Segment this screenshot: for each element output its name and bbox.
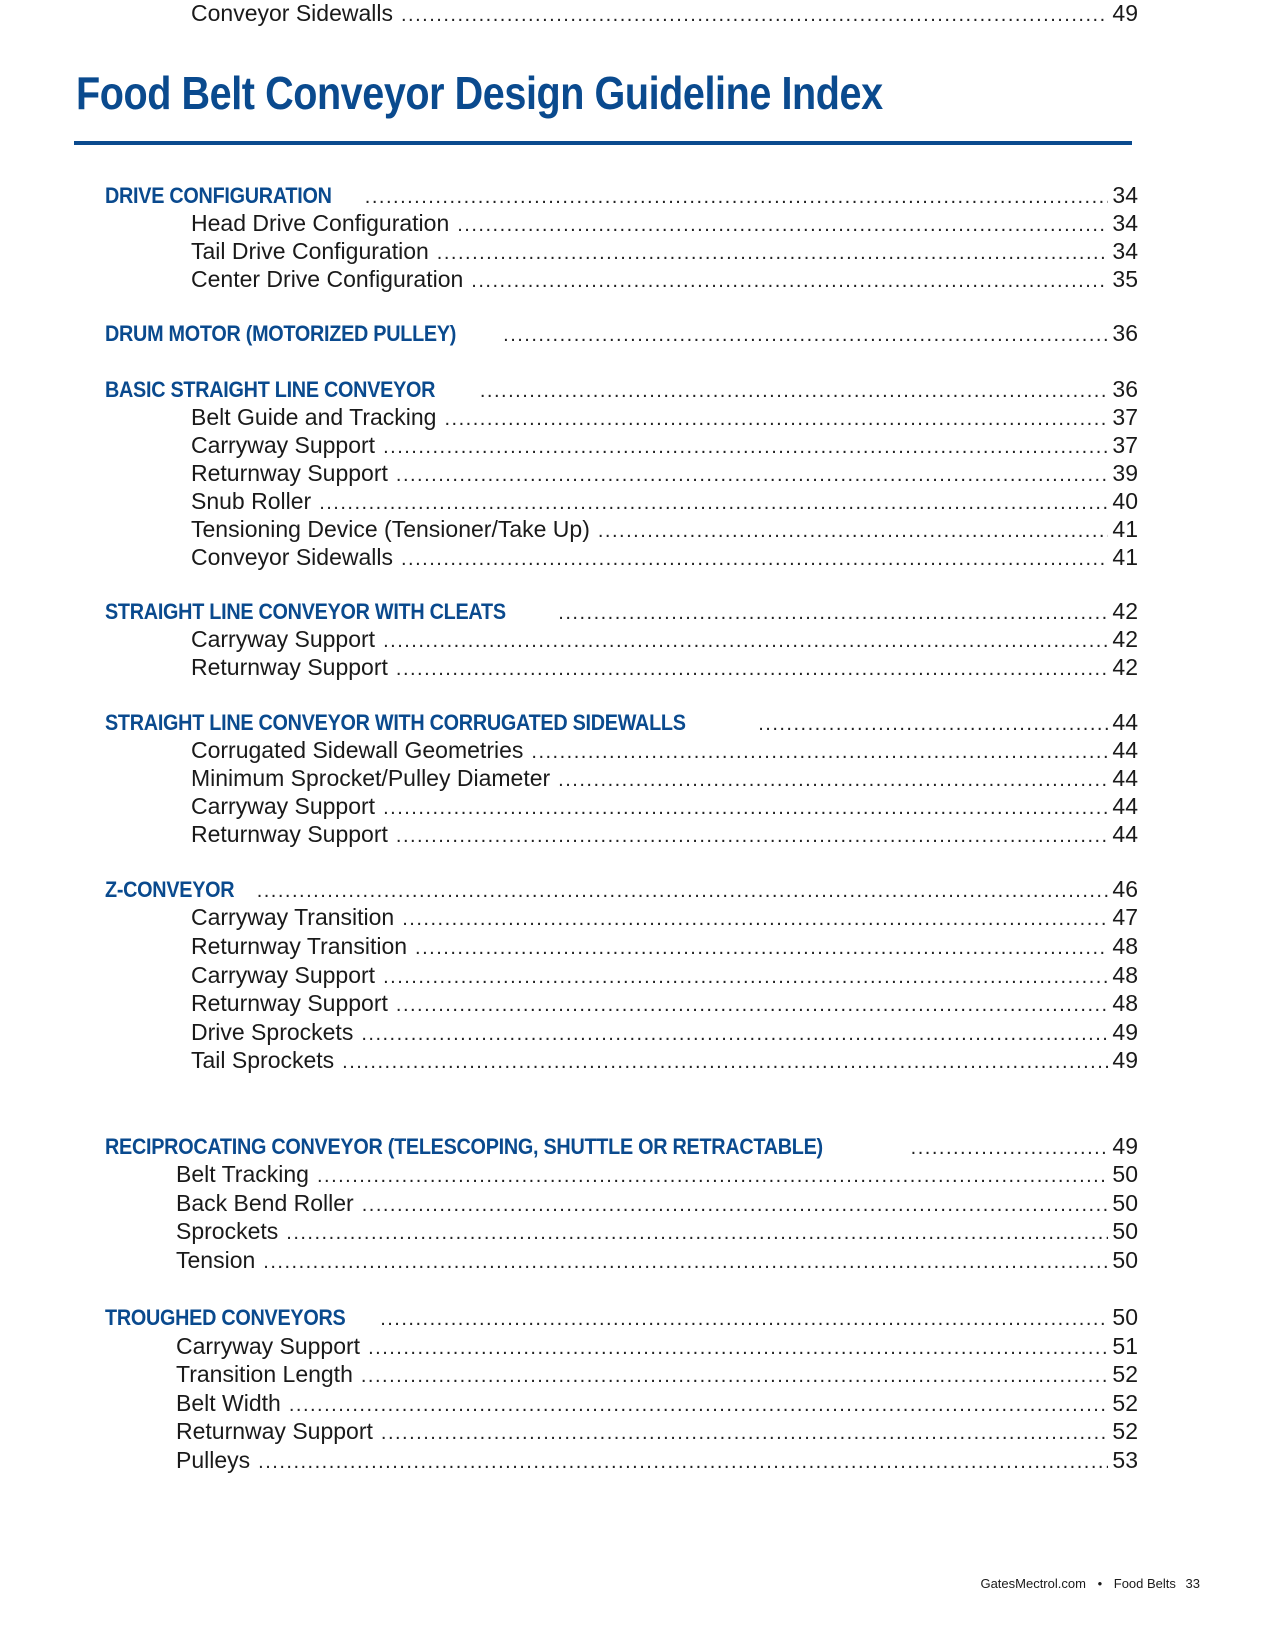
toc-page-number: 52 xyxy=(1112,1361,1138,1387)
toc-item-label: Corrugated Sidewall Geometries xyxy=(191,737,524,763)
toc-item-label: Tail Sprockets xyxy=(191,1047,335,1073)
toc-item-entry[interactable] xyxy=(191,460,1138,490)
dot-leader xyxy=(396,464,1109,487)
toc-item-entry[interactable] xyxy=(191,654,1138,684)
dot-leader xyxy=(383,630,1108,653)
toc-page-number: 46 xyxy=(1112,876,1138,902)
toc-section-label: TROUGHED CONVEYORS xyxy=(105,1305,346,1330)
toc-item-entry[interactable] xyxy=(191,990,1138,1020)
dot-leader xyxy=(471,270,1108,293)
toc-item-entry[interactable] xyxy=(176,1333,1138,1363)
toc-page-number: 50 xyxy=(1112,1190,1138,1216)
toc-page-number: 50 xyxy=(1112,1161,1138,1187)
toc-item-label: Returnway Support xyxy=(191,990,388,1016)
toc-section-label: STRAIGHT LINE CONVEYOR WITH CORRUGATED SIDEWALLS xyxy=(105,710,686,735)
toc-page-number: 44 xyxy=(1112,793,1138,819)
dot-leader xyxy=(598,520,1109,543)
toc-page-number: 48 xyxy=(1112,962,1138,988)
toc-section-entry[interactable] xyxy=(105,182,1138,212)
toc-section-entry[interactable] xyxy=(105,876,1138,906)
toc-page-number: 49 xyxy=(1112,0,1138,26)
toc-page-number: 47 xyxy=(1112,904,1138,930)
toc-item-label: Minimum Sprocket/Pulley Diameter xyxy=(191,765,551,791)
toc-item-label: Back Bend Roller xyxy=(176,1190,354,1216)
toc-page-number: 41 xyxy=(1112,544,1138,570)
toc-section-label: Z-CONVEYOR xyxy=(105,877,235,902)
dot-leader xyxy=(383,436,1108,459)
toc-item-entry[interactable] xyxy=(176,1190,1138,1220)
dot-leader xyxy=(401,548,1108,571)
dot-leader xyxy=(415,937,1108,960)
toc-section-label: DRIVE CONFIGURATION xyxy=(105,183,332,208)
toc-page-number: 40 xyxy=(1112,488,1138,514)
toc-item-label: Returnway Support xyxy=(176,1418,373,1444)
dot-leader xyxy=(758,713,1108,736)
toc-item-entry[interactable] xyxy=(191,0,1138,30)
toc-item-entry[interactable] xyxy=(191,488,1138,518)
dot-leader xyxy=(558,602,1108,625)
dot-leader xyxy=(911,1137,1109,1160)
dot-leader xyxy=(457,214,1108,237)
toc-item-label: Head Drive Configuration xyxy=(191,210,450,236)
page-title: Food Belt Conveyor Design Guideline Index xyxy=(76,67,883,119)
toc-page-number: 51 xyxy=(1112,1333,1138,1359)
toc-page-number: 53 xyxy=(1112,1447,1138,1473)
dot-leader xyxy=(396,994,1109,1017)
toc-item-label: Returnway Transition xyxy=(191,933,408,959)
toc-item-label: Carryway Support xyxy=(191,962,376,988)
dot-leader xyxy=(289,1394,1109,1417)
toc-item-entry[interactable] xyxy=(191,404,1138,434)
toc-section-entry[interactable] xyxy=(105,598,1138,628)
toc-item-entry[interactable] xyxy=(191,516,1138,546)
toc-page-number: 39 xyxy=(1112,460,1138,486)
toc-page-number: 42 xyxy=(1112,598,1138,624)
toc-item-entry[interactable] xyxy=(191,1047,1138,1077)
toc-item-label: Pulleys xyxy=(176,1447,251,1473)
toc-item-label: Snub Roller xyxy=(191,488,312,514)
dot-leader xyxy=(383,966,1108,989)
footer-page-number: 33 xyxy=(1185,1576,1200,1591)
page-footer xyxy=(980,1576,1200,1591)
dot-leader xyxy=(365,186,1109,209)
toc-page-number: 37 xyxy=(1112,404,1138,430)
dot-leader xyxy=(402,908,1108,931)
toc-item-entry[interactable] xyxy=(191,432,1138,462)
dot-leader xyxy=(444,408,1108,431)
toc-page-number: 44 xyxy=(1112,737,1138,763)
toc-item-entry[interactable] xyxy=(176,1418,1138,1448)
toc-section-label: STRAIGHT LINE CONVEYOR WITH CLEATS xyxy=(105,599,506,624)
dot-leader xyxy=(286,1222,1108,1245)
toc-item-entry[interactable] xyxy=(191,933,1138,963)
toc-item-entry[interactable] xyxy=(191,626,1138,656)
toc-item-entry[interactable] xyxy=(191,821,1138,851)
toc-item-entry[interactable] xyxy=(191,765,1138,795)
toc-page-number: 34 xyxy=(1112,182,1138,208)
toc-item-label: Tail Drive Configuration xyxy=(191,238,429,264)
toc-item-label: Returnway Support xyxy=(191,460,388,486)
toc-page-number: 35 xyxy=(1112,266,1138,292)
dot-leader xyxy=(396,825,1109,848)
toc-page-number: 34 xyxy=(1112,238,1138,264)
footer-separator: • xyxy=(1097,1576,1103,1591)
footer-site[interactable]: GatesMectrol.com xyxy=(980,1576,1086,1591)
dot-leader xyxy=(480,380,1109,403)
title-rule xyxy=(74,141,1132,145)
toc-item-entry[interactable] xyxy=(191,544,1138,574)
toc-page-number: 37 xyxy=(1112,432,1138,458)
toc-item-label: Belt Guide and Tracking xyxy=(191,404,437,430)
toc-item-label: Carryway Support xyxy=(191,432,376,458)
toc-section-entry[interactable] xyxy=(105,376,1138,406)
toc-item-entry[interactable] xyxy=(176,1218,1138,1248)
dot-leader xyxy=(380,1308,1108,1331)
toc-section-entry[interactable] xyxy=(105,1133,1138,1163)
toc-page-number: 48 xyxy=(1112,933,1138,959)
toc-page-number: 48 xyxy=(1112,990,1138,1016)
toc-item-label: Returnway Support xyxy=(191,654,388,680)
toc-page-number: 49 xyxy=(1112,1133,1138,1159)
dot-leader xyxy=(361,1023,1108,1046)
toc-item-entry[interactable] xyxy=(191,904,1138,934)
toc-item-label: Carryway Support xyxy=(191,626,376,652)
toc-page-number: 49 xyxy=(1112,1047,1138,1073)
toc-item-entry[interactable] xyxy=(191,238,1138,268)
dot-leader xyxy=(396,658,1109,681)
toc-item-label: Carryway Support xyxy=(191,793,376,819)
toc-page-number: 44 xyxy=(1112,765,1138,791)
dot-leader xyxy=(319,492,1108,515)
toc-section-label: RECIPROCATING CONVEYOR (TELESCOPING, SHUTTLE OR RETRACTABLE) xyxy=(105,1134,823,1159)
dot-leader xyxy=(257,880,1109,903)
toc-page-number: 50 xyxy=(1112,1247,1138,1273)
toc-item-label: Belt Tracking xyxy=(176,1161,309,1187)
toc-page-number: 34 xyxy=(1112,210,1138,236)
toc-page-number: 36 xyxy=(1112,376,1138,402)
dot-leader xyxy=(317,1165,1108,1188)
toc-item-entry[interactable] xyxy=(176,1447,1138,1477)
toc-page-number: 52 xyxy=(1112,1390,1138,1416)
dot-leader xyxy=(342,1051,1108,1074)
dot-leader xyxy=(531,741,1108,764)
toc-item-label: Returnway Support xyxy=(191,821,388,847)
toc-item-label: Conveyor Sidewalls xyxy=(191,544,393,570)
dot-leader xyxy=(503,324,1108,347)
toc-page-number: 52 xyxy=(1112,1418,1138,1444)
toc-item-entry[interactable] xyxy=(191,737,1138,767)
toc-page-number: 50 xyxy=(1112,1304,1138,1330)
toc-item-entry[interactable] xyxy=(176,1390,1138,1420)
toc-item-label: Conveyor Sidewalls xyxy=(191,0,393,26)
toc-item-entry[interactable] xyxy=(191,266,1138,296)
dot-leader xyxy=(381,1422,1109,1445)
toc-section-label: BASIC STRAIGHT LINE CONVEYOR xyxy=(105,377,436,402)
dot-leader xyxy=(361,1365,1109,1388)
toc-page-number: 42 xyxy=(1112,626,1138,652)
toc-item-label: Tensioning Device (Tensioner/Take Up) xyxy=(191,516,590,542)
toc-page-number: 50 xyxy=(1112,1218,1138,1244)
toc-section-entry[interactable] xyxy=(105,320,1138,350)
dot-leader xyxy=(263,1251,1108,1274)
toc-item-entry[interactable] xyxy=(191,793,1138,823)
footer-section: Food Belts xyxy=(1113,1576,1176,1591)
toc-item-label: Tension xyxy=(176,1247,256,1273)
toc-page-number: 41 xyxy=(1112,516,1138,542)
dot-leader xyxy=(437,242,1109,265)
toc-item-entry[interactable] xyxy=(191,210,1138,240)
toc-page-number: 42 xyxy=(1112,654,1138,680)
toc-item-label: Drive Sprockets xyxy=(191,1019,354,1045)
toc-item-label: Transition Length xyxy=(176,1361,353,1387)
toc-item-entry[interactable] xyxy=(176,1161,1138,1191)
toc-item-label: Sprockets xyxy=(176,1218,279,1244)
toc-section-entry[interactable] xyxy=(105,709,1138,739)
toc-item-label: Center Drive Configuration xyxy=(191,266,464,292)
toc-item-entry[interactable] xyxy=(191,1019,1138,1049)
dot-leader xyxy=(383,797,1108,820)
toc-item-entry[interactable] xyxy=(191,962,1138,992)
toc-page-number: 49 xyxy=(1112,1019,1138,1045)
toc-section-label: DRUM MOTOR (MOTORIZED PULLEY) xyxy=(105,321,457,346)
toc-item-label: Carryway Support xyxy=(176,1333,361,1359)
dot-leader xyxy=(258,1451,1108,1474)
toc-item-label: Carryway Transition xyxy=(191,904,395,930)
dot-leader xyxy=(368,1337,1108,1360)
toc-item-entry[interactable] xyxy=(176,1247,1138,1277)
toc-page-number: 36 xyxy=(1112,320,1138,346)
toc-item-entry[interactable] xyxy=(176,1361,1138,1391)
toc-page-number: 44 xyxy=(1112,821,1138,847)
toc-item-label: Belt Width xyxy=(176,1390,281,1416)
dot-leader xyxy=(362,1194,1109,1217)
toc-section-entry[interactable] xyxy=(105,1304,1138,1334)
dot-leader xyxy=(558,769,1108,792)
toc-page-number: 44 xyxy=(1112,709,1138,735)
dot-leader xyxy=(401,4,1108,27)
